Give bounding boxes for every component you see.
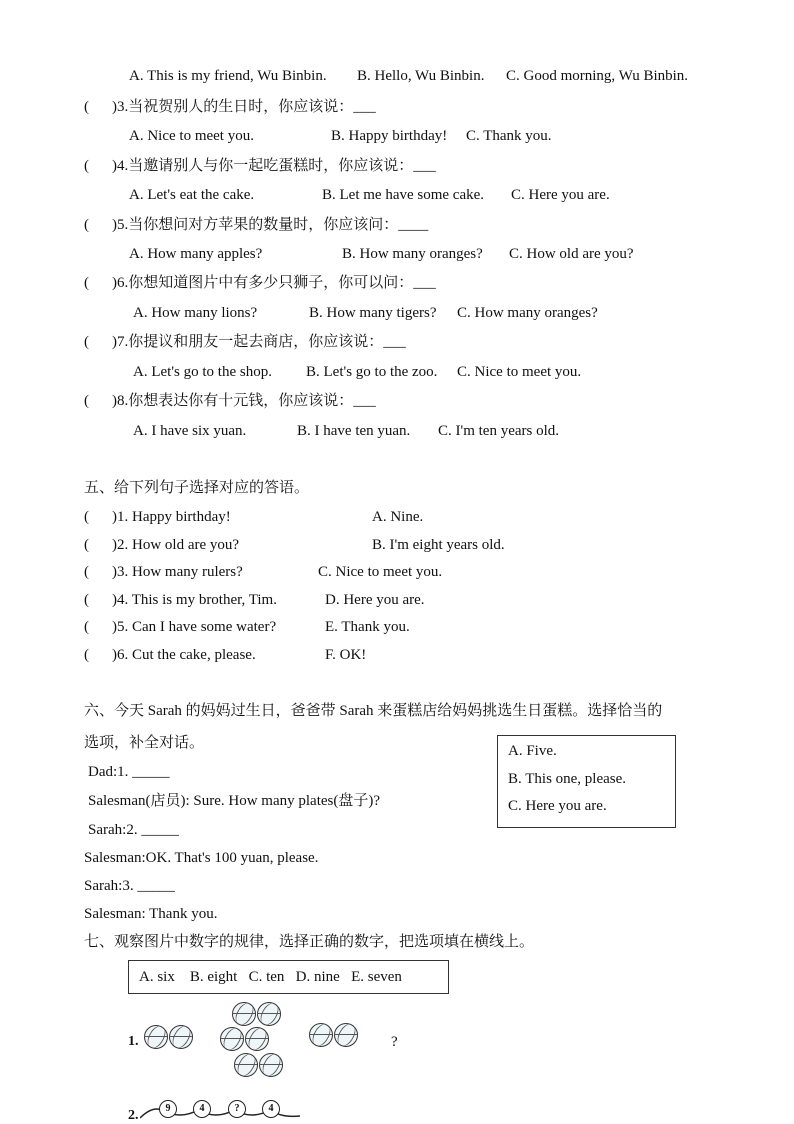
section-title-6-cont: 选项，补全对话。 (84, 735, 205, 751)
option-a-top: A. This is my friend, Wu Binbin. (129, 68, 327, 84)
basketball-icon (220, 1027, 244, 1051)
basketball-icon (144, 1025, 168, 1049)
dialog-line: Salesman: Thank you. (84, 906, 218, 922)
option-c: C. How old are you? (509, 246, 634, 262)
answer-paren[interactable]: ( (84, 275, 89, 291)
basketball-icon (259, 1053, 283, 1077)
option-b-top: B. Hello, Wu Binbin. (357, 68, 485, 84)
answer-paren[interactable]: ( (84, 647, 89, 663)
number-options: A. six B. eight C. ten D. nine E. seven (139, 969, 402, 985)
answer-paren[interactable]: ( (84, 158, 89, 174)
question-text: )5. Can I have some water? (112, 619, 277, 635)
number-options-box (128, 960, 449, 994)
box-option-b: B. This one, please. (508, 771, 627, 787)
options-box (497, 735, 676, 828)
question-2-label: 2. (128, 1108, 139, 1123)
dialog-line: Sarah:2. _____ (88, 822, 179, 838)
answer-option: B. I'm eight years old. (372, 537, 505, 553)
answer-paren[interactable]: ( (84, 393, 89, 409)
option-c: C. Here you are. (511, 187, 610, 203)
answer-paren[interactable]: ( (84, 619, 89, 635)
question-text: )6. Cut the cake, please. (112, 647, 256, 663)
option-a: A. How many apples? (129, 246, 263, 262)
section-title-5: 五、给下列句子选择对应的答语。 (84, 480, 310, 496)
dialog-line: Salesman(店员): Sure. How many plates(盘子)? (88, 793, 381, 809)
answer-option: E. Thank you. (325, 619, 410, 635)
dialog-line: Dad:1. _____ (88, 764, 170, 780)
basketball-icon (232, 1002, 256, 1026)
option-a: A. Nice to meet you. (129, 128, 254, 144)
question-text: )6.你想知道图片中有多少只狮子，你可以问：___ (112, 275, 436, 291)
answer-option: C. Nice to meet you. (318, 564, 443, 580)
basketball-icon (245, 1027, 269, 1051)
number-bead: 4 (262, 1100, 280, 1118)
option-c-top: C. Good morning, Wu Binbin. (506, 68, 689, 84)
answer-paren[interactable]: ( (84, 564, 89, 580)
question-text: )1. Happy birthday! (112, 509, 231, 525)
basketball-icon (309, 1023, 333, 1047)
number-bead: 4 (193, 1100, 211, 1118)
basketball-icon (334, 1023, 358, 1047)
option-a: A. I have six yuan. (133, 423, 247, 439)
question-1-label: 1. (128, 1034, 139, 1049)
box-option-c: C. Here you are. (508, 798, 607, 814)
basketball-icon (234, 1053, 258, 1077)
answer-option: A. Nine. (372, 509, 424, 525)
dialog-line: Salesman:OK. That's 100 yuan, please. (84, 850, 319, 866)
number-bead: ? (228, 1100, 246, 1118)
answer-option: F. OK! (325, 647, 367, 663)
option-a: A. Let's eat the cake. (129, 187, 255, 203)
box-option-a: A. Five. (508, 743, 557, 759)
answer-paren[interactable]: ( (84, 537, 89, 553)
question-text: )3. How many rulers? (112, 564, 243, 580)
basketball-icon (169, 1025, 193, 1049)
question-text: )5.当你想问对方苹果的数量时，你应该问：____ (112, 217, 429, 233)
question-mark: ? (391, 1034, 398, 1050)
answer-paren[interactable]: ( (84, 99, 89, 115)
option-a: A. Let's go to the shop. (133, 364, 272, 380)
option-c: C. Nice to meet you. (457, 364, 582, 380)
question-text: )4. This is my brother, Tim. (112, 592, 277, 608)
option-b: B. Let me have some cake. (322, 187, 485, 203)
option-c: C. How many oranges? (457, 305, 598, 321)
question-text: )4.当邀请别人与你一起吃蛋糕时，你应该说：___ (112, 158, 436, 174)
option-c: C. Thank you. (466, 128, 552, 144)
question-text: )3.当祝贺别人的生日时，你应该说：___ (112, 99, 376, 115)
question-text: )2. How old are you? (112, 537, 240, 553)
option-b: B. Let's go to the zoo. (306, 364, 438, 380)
option-c: C. I'm ten years old. (438, 423, 560, 439)
answer-paren[interactable]: ( (84, 592, 89, 608)
basketball-icon (257, 1002, 281, 1026)
section-title-7: 七、观察图片中数字的规律，选择正确的数字，把选项填在横线上。 (84, 934, 535, 950)
option-b: B. How many oranges? (342, 246, 483, 262)
number-bead: 9 (159, 1100, 177, 1118)
option-b: B. How many tigers? (309, 305, 437, 321)
answer-paren[interactable]: ( (84, 509, 89, 525)
answer-paren[interactable]: ( (84, 334, 89, 350)
dialog-line: Sarah:3. _____ (84, 878, 175, 894)
question-text: )7.你提议和朋友一起去商店，你应该说：___ (112, 334, 406, 350)
question-text: )8.你想表达你有十元钱，你应该说：___ (112, 393, 376, 409)
answer-option: D. Here you are. (325, 592, 425, 608)
option-a: A. How many lions? (133, 305, 258, 321)
section-title-6: 六、今天 Sarah 的妈妈过生日，爸爸带 Sarah 来蛋糕店给妈妈挑选生日蛋糕。选择恰当的 (84, 703, 663, 719)
option-b: B. I have ten yuan. (297, 423, 411, 439)
answer-paren[interactable]: ( (84, 217, 89, 233)
option-b: B. Happy birthday! (331, 128, 448, 144)
